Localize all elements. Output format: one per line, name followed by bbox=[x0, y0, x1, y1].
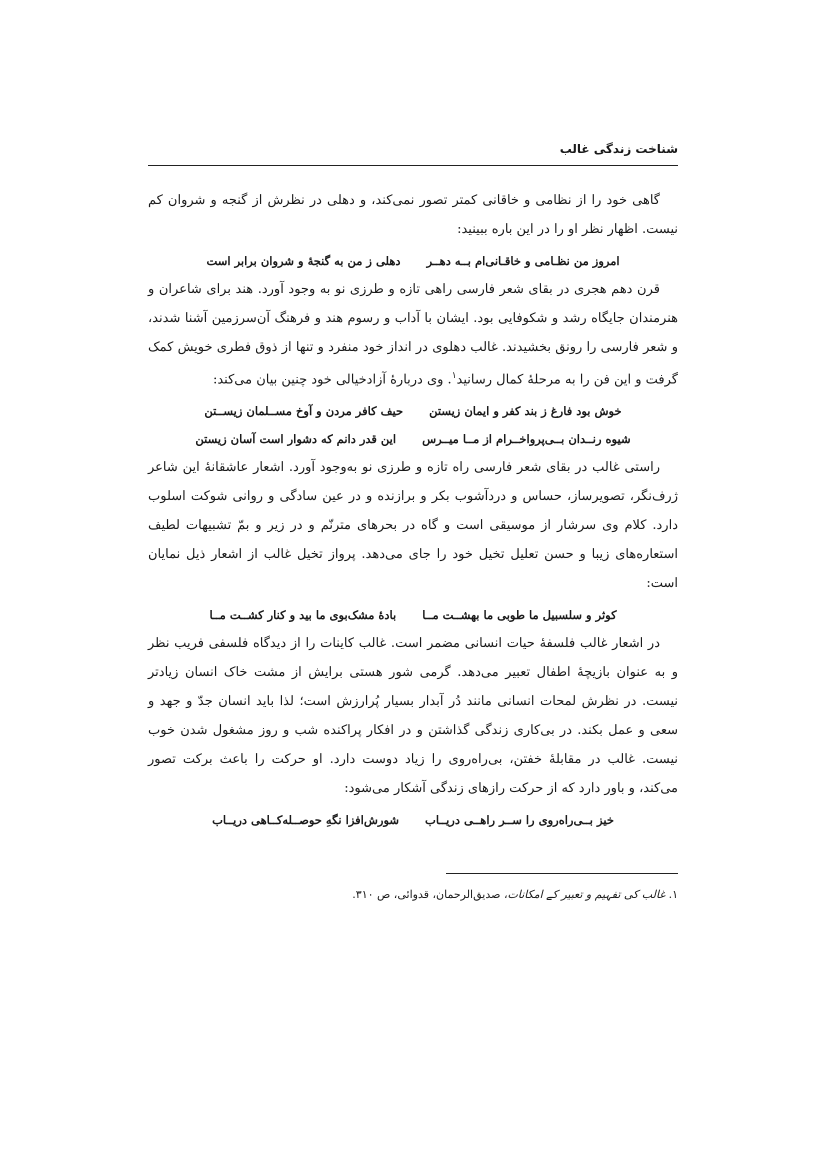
paragraph: گاهی خود را از نظامی و خاقانی کمتر تصور نمی‌کند، و دهلی در نظرش از گنجه و شروان کم نیست. اظهار نظر او را در این باره ببینید: bbox=[148, 193, 678, 237]
paragraph bbox=[148, 275, 678, 394]
verse-hemistich-right: شیوه رنــدان بــی‌پرواخــرام از مــا میــرس bbox=[422, 432, 631, 447]
running-header: شناخت زندگی غالب bbox=[559, 142, 678, 156]
verse-hemistich-left: این قدر دانم که دشوار است آسان زیستن bbox=[195, 432, 397, 447]
verse-hemistich-right: امروز من نظـامی و خاقـانی‌ام بــه دهــر bbox=[426, 254, 620, 268]
verse-hemistich-left: بادهٔ مشک‌بوی ما بید و کنار کشــت مــا bbox=[209, 608, 397, 623]
paragraph: راستی غالب در بقای شعر فارسی راه تازه و طرزی نو به‌وجود آورد. اشعار عاشقانهٔ این شاعر ژرف‌نگر، تصویرساز، حساس و دردآشوب بکر و برازنده و در عین سادگی و روانی شوکت اسلوب دارد. کلام وی سرشار از موسیقی است و گاه در بحرهای مترنّم و در زیر و بمّ تشبیهات لطیف استعاره‌های زیبا و حسن تعلیل تخیل خود را جای می‌دهد. پرواز تخیل غالب از اشعار ذیل نمایان است: bbox=[148, 460, 678, 592]
header-rule bbox=[148, 165, 678, 166]
verse-hemistich-right: کوثر و سلسبیل ما طوبی ما بهشــت مــا bbox=[422, 608, 617, 623]
footnote-rule bbox=[446, 873, 678, 874]
verse-line bbox=[148, 425, 678, 453]
paragraph-text-tail: . وی دربارهٔ آزادخیالی خود چنین بیان می‌کند: bbox=[212, 372, 452, 388]
paragraph-text: قرن دهم هجری در بقای شعر فارسی راهی تازه و طرزی نو به وجود آورد. هند برای شاعران و هنرمندان جایگاه رشد و شکوفایی بود. ایشان با آداب و رسوم هند و فرهنگ آن‌سرزمین آشنا شدند، و شعر فارسی را رونق بخشیدند. غالب دهلوی در انداز خود منفرد و تنها از ذوق فطری خویش کمک گرفت و این فن را به مرحلهٔ کمال رسانید bbox=[148, 282, 678, 388]
verse-hemistich-left: شورش‌افزا نگهِ حوصــله‌کــاهی دریــاب bbox=[212, 813, 400, 828]
verse-line bbox=[148, 247, 678, 275]
verse-hemistich-left: دهلی ز من به گنجهٔ و شروان برابر است bbox=[206, 254, 401, 268]
footnote-number: ۱. bbox=[668, 888, 678, 901]
verse-line bbox=[148, 397, 678, 425]
verse-hemistich-left: حیف کافر مردن و آوخ مســلمان زیســتن bbox=[204, 404, 404, 419]
paragraph: در اشعار غالب فلسفهٔ حیات انسانی مضمر است. غالب کاینات را از دیدگاه فلسفی فریب نظر و به عنوان بازیچهٔ اطفال تعبیر می‌دهد. گرمی شور هستی برایش از مشت خاک انسان زیادتر نیست. در نظرش لمحات انسانی مانند دُر آبدار بسیار پُرارزش است؛ لذا باید انسان جدّ و جهد و سعی و عمل بکند. در بی‌کاری زندگی گذاشتن و در افکار پراکنده شب و روز مشغول شدن خوب نیست. غالب در مقابلهٔ خفتن، بی‌راه‌روی را زیاد دوست دارد. او حرکت را باعث برکت تصور می‌کند، و باور دارد که از حرکت رازهای زندگی آشکار می‌شود: bbox=[148, 636, 678, 797]
footnote-source-title: غالب کی تفہیم و تعبیر کے امکانات bbox=[507, 888, 666, 901]
footnote-source-details: ، صدیق‌الرحمان، قدوائی، ص ۳۱۰. bbox=[352, 888, 508, 901]
verse-hemistich-right: خیز بــی‌راه‌روی را ســر راهــی دریــاب bbox=[425, 813, 614, 828]
footnote-marker: ۱ bbox=[451, 371, 457, 381]
verse-hemistich-right: خوش بود فارغ ز بند کفر و ایمان زیستن bbox=[429, 404, 622, 419]
verse-line bbox=[148, 601, 678, 629]
verse-line bbox=[148, 806, 678, 834]
footnote bbox=[148, 884, 678, 906]
body-text bbox=[148, 186, 678, 834]
